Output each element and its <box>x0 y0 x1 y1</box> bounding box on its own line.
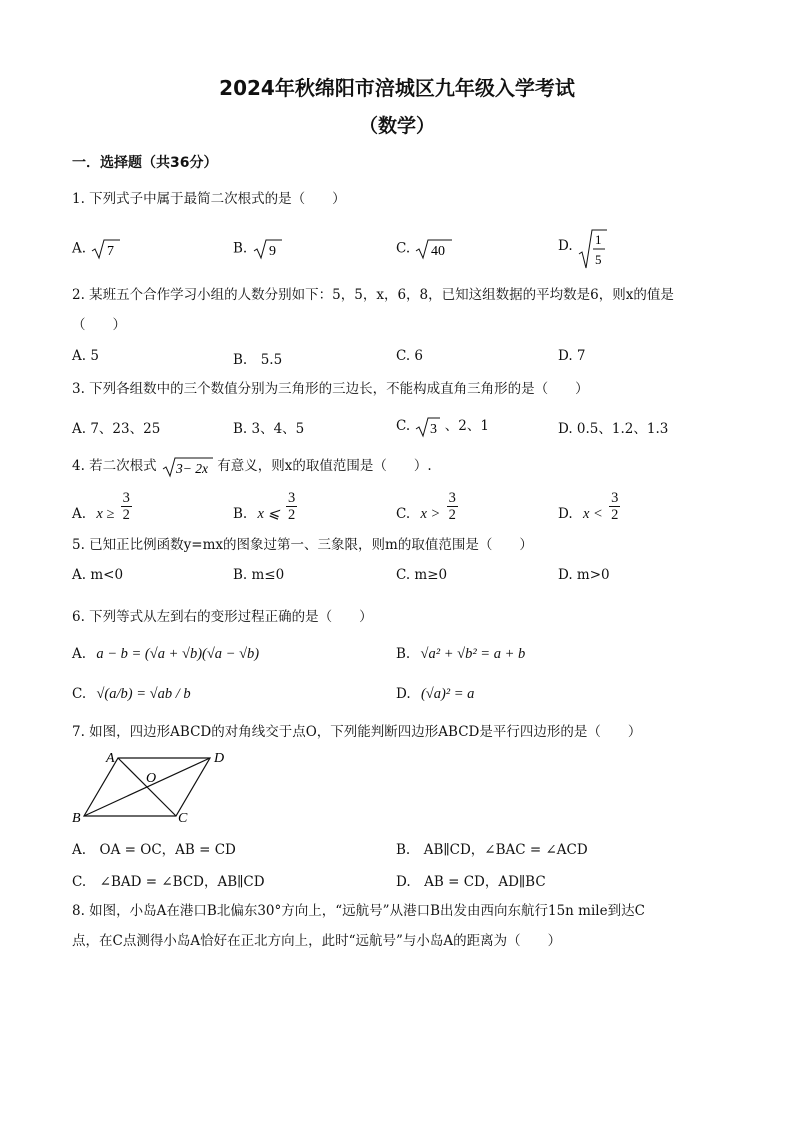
q1-radicand-c: 40 <box>431 244 446 259</box>
q1-option-b-label: B. <box>233 240 248 257</box>
question-6-stem: 6. 下列等式从左到右的变形过程正确的是（ ） <box>72 609 373 625</box>
q5-option-a: A. m<0 <box>72 567 124 583</box>
q6-option-b-expr: √a² + √b² = a + b <box>420 646 526 662</box>
q4-a-num: 3 <box>122 490 130 506</box>
q1-option-c-label: C. <box>396 240 411 257</box>
label-b: B <box>72 811 81 826</box>
q1-frac-num: 1 <box>594 232 602 247</box>
q2-option-d: D. 7 <box>558 348 586 364</box>
q4-option-a <box>72 490 134 523</box>
q7-option-c: C. ∠BAD = ∠BCD，AB∥CD <box>72 874 265 890</box>
q6-option-a-expr: a − b = (√a + √b)(√a − √b) <box>96 646 260 662</box>
q3-option-c-label: C. <box>396 418 411 434</box>
question-2-stem: 2. 某班五个合作学习小组的人数分别如下：5，5，x，6，8，已知这组数据的平均数是6，则x的值是（ ） <box>72 287 674 333</box>
q4-option-d-fraction <box>609 490 620 523</box>
q6-option-a-label: A. <box>72 646 87 662</box>
q4-a-den: 2 <box>122 507 130 523</box>
q4-b-num: 3 <box>288 490 296 506</box>
q4-option-b <box>233 490 299 523</box>
q1-sqrt-7 <box>90 238 120 260</box>
q4-stem-part2: 有意义，则x的取值范围是（ ）. <box>217 458 432 474</box>
q4-radicand: 3− 2x <box>175 460 208 476</box>
q7-option-a: A. OA = OC，AB = CD <box>72 842 236 858</box>
q6-option-a <box>72 646 259 663</box>
q1-sqrt-40 <box>414 238 452 260</box>
q5-option-b: B. m≤0 <box>233 567 285 583</box>
q5-option-c: C. m≥0 <box>396 567 448 583</box>
q6-option-c-label: C. <box>72 686 87 702</box>
question-8-stem-line2: 点，在C点测得小岛A恰好在正北方向上，此时“远航号”与小岛A的距离为（ ） <box>72 933 562 949</box>
q3-option-b: B. 3、4、5 <box>233 421 305 437</box>
q4-option-d-label: D. <box>558 506 573 522</box>
q2-option-c: C. 6 <box>396 348 424 364</box>
q1-radicand-b: 9 <box>268 244 276 259</box>
q3-option-d: D. 0.5、1.2、1.3 <box>558 421 669 437</box>
q4-option-b-fraction <box>286 490 297 523</box>
q6-option-b <box>396 646 525 663</box>
q4-d-num: 3 <box>611 490 619 506</box>
exam-subtitle: （数学） <box>358 115 435 137</box>
q4-option-d-rel: x < <box>582 506 603 522</box>
q1-option-d <box>558 228 607 270</box>
q6-option-d-expr: (√a)² = a <box>420 686 475 702</box>
question-7-stem: 7. 如图，四边形ABCD的对角线交于点O，下列能判断四边形ABCD是平行四边形的是（ ） <box>72 724 642 740</box>
q1-sqrt-fraction <box>577 228 607 270</box>
q7-option-b: B. AB∥CD，∠BAC = ∠ACD <box>396 842 588 858</box>
q1-frac-den: 5 <box>594 252 602 267</box>
q6-option-c-expr: √(a/b) = √ab / b <box>96 686 191 702</box>
q5-option-d: D. m>0 <box>558 567 610 583</box>
q4-b-den: 2 <box>288 507 296 523</box>
question-5-stem: 5. 已知正比例函数y=mx的图象过第一、三象限，则m的取值范围是（ ） <box>72 537 533 553</box>
q3-radicand: 3 <box>430 421 438 437</box>
q3-option-c-rest: 、2、1 <box>444 418 489 434</box>
q4-option-c-rel: x > <box>420 506 441 522</box>
q4-option-c-fraction <box>447 490 458 523</box>
q7-option-d: D. AB = CD，AD∥BC <box>396 874 546 890</box>
q4-option-b-label: B. <box>233 506 248 522</box>
q4-option-c <box>396 490 460 523</box>
label-c: C <box>178 811 188 826</box>
q2-option-a: A. 5 <box>72 348 99 364</box>
exam-title: 2024年秋绵阳市涪城区九年级入学考试 <box>219 76 575 100</box>
q1-option-b <box>233 238 282 260</box>
section-title: 一．选择题（共36分） <box>72 155 218 171</box>
q4-c-num: 3 <box>448 490 456 506</box>
parallelogram-figure <box>70 748 240 826</box>
q4-option-c-label: C. <box>396 506 411 522</box>
label-o: O <box>146 771 157 786</box>
q4-d-den: 2 <box>611 507 619 523</box>
q6-option-c <box>72 686 191 703</box>
q1-option-c <box>396 238 452 260</box>
q4-option-b-rel: x ⩽ <box>257 506 280 522</box>
q3-option-a: A. 7、23、25 <box>72 421 161 437</box>
q4-stem-part1: 4. 若二次根式 <box>72 458 157 474</box>
q1-option-a-label: A. <box>72 240 87 257</box>
label-d: D <box>214 751 225 766</box>
q1-radicand-a: 7 <box>107 244 115 259</box>
q4-option-a-label: A. <box>72 506 87 522</box>
question-4-stem <box>72 451 712 481</box>
q4-c-den: 2 <box>448 507 456 523</box>
q1-sqrt-9 <box>252 238 282 260</box>
label-a: A <box>106 751 115 766</box>
q6-option-b-label: B. <box>396 646 411 662</box>
q2-option-b: B. 5.5 <box>233 352 283 368</box>
q4-option-d <box>558 490 622 523</box>
q4-option-a-rel: x ≥ <box>96 506 115 522</box>
q1-option-d-label: D. <box>558 238 573 254</box>
question-1-stem: 1. 下列式子中属于最简二次根式的是（ ） <box>72 191 346 207</box>
question-8-stem-line1: 8. 如图，小岛A在港口B北偏东30°方向上，“远航号”从港口B出发由西向东航行15n mile到达C <box>72 903 645 919</box>
q6-option-d-label: D. <box>396 686 411 702</box>
q3-option-c <box>396 414 489 438</box>
q4-option-a-fraction <box>121 490 132 523</box>
q6-option-d <box>396 686 474 703</box>
q4-sqrt-expression <box>161 456 213 478</box>
q1-option-a <box>72 238 120 260</box>
q3-sqrt-3 <box>414 416 440 438</box>
question-3-stem: 3. 下列各组数中的三个数值分别为三角形的三边长，不能构成直角三角形的是（ ） <box>72 381 589 397</box>
diagonal-bd <box>84 758 210 816</box>
